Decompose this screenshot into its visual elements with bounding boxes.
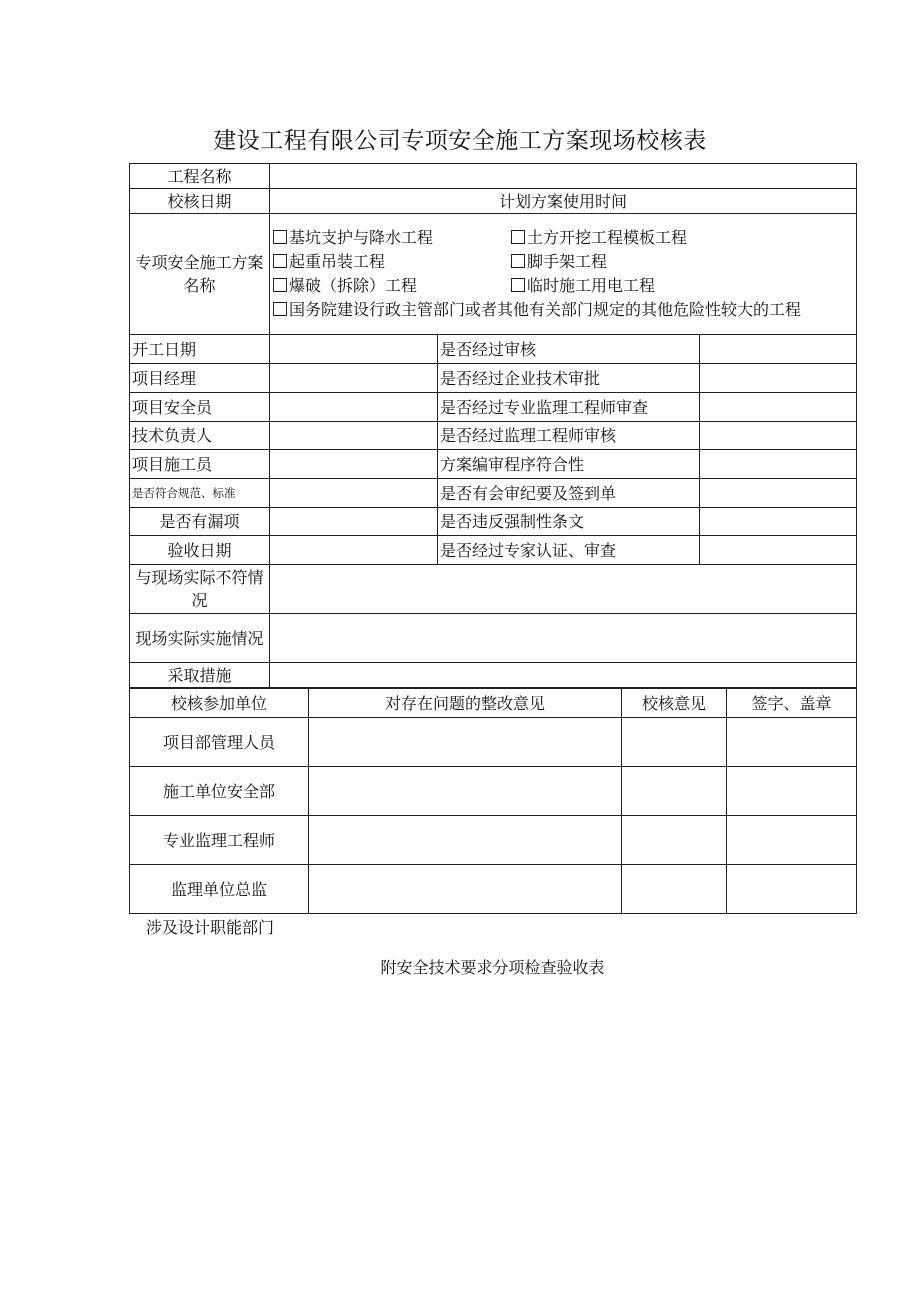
omissions-field[interactable] — [270, 508, 438, 536]
signature-cell[interactable] — [727, 767, 857, 816]
meeting-minutes-label: 是否有会审纪要及签到单 — [438, 479, 700, 508]
tech-lead-field[interactable] — [270, 422, 438, 450]
omissions-label: 是否有漏项 — [130, 508, 270, 536]
plan-option-5-label: 爆破（拆除）工程 — [289, 276, 418, 295]
procedure-compliance-field[interactable] — [700, 450, 857, 479]
plan-option-3-label: 起重吊装工程 — [289, 252, 386, 271]
site-implementation-field[interactable] — [270, 614, 857, 663]
opinion-cell[interactable] — [622, 816, 727, 865]
signature-cell[interactable] — [727, 816, 857, 865]
plan-name-label: 专项安全施工方案名称 — [130, 214, 270, 335]
reviewed-label: 是否经过审核 — [438, 335, 700, 364]
supervisor-review-field[interactable] — [700, 393, 857, 422]
header-unit: 校核参加单位 — [130, 689, 309, 718]
rectification-cell[interactable] — [309, 816, 622, 865]
checkbox-icon — [511, 230, 525, 244]
plan-option-7[interactable] — [273, 298, 853, 322]
supervisor-check-field[interactable] — [700, 422, 857, 450]
unit-row-label: 项目部管理人员 — [130, 718, 309, 767]
plan-option-2[interactable] — [511, 226, 687, 250]
plan-options — [270, 214, 857, 335]
plan-option-4[interactable] — [511, 250, 607, 274]
project-name-field[interactable] — [270, 164, 857, 189]
opinion-cell[interactable] — [622, 865, 727, 914]
plan-options-row-2 — [273, 250, 853, 274]
plan-use-time-label: 计划方案使用时间 — [270, 189, 857, 214]
rectification-cell[interactable] — [309, 767, 622, 816]
site-implementation-label: 现场实际实施情况 — [130, 614, 270, 663]
unit-row-label: 施工单位安全部 — [130, 767, 309, 816]
signature-cell[interactable] — [727, 865, 857, 914]
plan-option-4-label: 脚手架工程 — [527, 252, 608, 271]
header-opinion: 校核意见 — [622, 689, 727, 718]
safety-officer-label: 项目安全员 — [130, 393, 270, 422]
plan-option-6-label: 临时施工用电工程 — [527, 276, 656, 295]
design-department-note: 涉及设计职能部门 — [146, 918, 275, 937]
mandatory-violation-field[interactable] — [700, 508, 857, 536]
plan-option-1[interactable] — [273, 226, 511, 250]
page-title: 建设工程有限公司专项安全施工方案现场校核表 — [213, 128, 707, 154]
rectification-cell[interactable] — [309, 865, 622, 914]
plan-option-6[interactable] — [511, 274, 655, 298]
supervisor-review-label: 是否经过专业监理工程师审查 — [438, 393, 700, 422]
safety-officer-field[interactable] — [270, 393, 438, 422]
checkbox-icon — [273, 230, 287, 244]
meeting-minutes-field[interactable] — [700, 479, 857, 508]
constructor-label: 项目施工员 — [130, 450, 270, 479]
unit-row-label: 监理单位总监 — [130, 865, 309, 914]
header-rectification: 对存在问题的整改意见 — [309, 689, 622, 718]
plan-options-row-3 — [273, 274, 853, 298]
measures-field[interactable] — [270, 663, 857, 688]
checkbox-icon — [273, 254, 287, 268]
checkbox-icon — [273, 278, 287, 292]
site-mismatch-label: 与现场实际不符情况 — [130, 565, 270, 614]
plan-option-5[interactable] — [273, 274, 511, 298]
supervisor-check-label: 是否经过监理工程师审核 — [438, 422, 700, 450]
project-manager-label: 项目经理 — [130, 364, 270, 393]
acceptance-date-label: 验收日期 — [130, 536, 270, 565]
start-date-field[interactable] — [270, 335, 438, 364]
plan-option-3[interactable] — [273, 250, 511, 274]
check-date-label: 校核日期 — [130, 189, 270, 214]
project-name-label: 工程名称 — [130, 164, 270, 189]
standards-compliance-field[interactable] — [270, 479, 438, 508]
site-mismatch-field[interactable] — [270, 565, 857, 614]
procedure-compliance-label: 方案编审程序符合性 — [438, 450, 700, 479]
tech-approval-label: 是否经过企业技术审批 — [438, 364, 700, 393]
mandatory-violation-label: 是否违反强制性条文 — [438, 508, 700, 536]
acceptance-date-field[interactable] — [270, 536, 438, 565]
plan-option-2-label: 土方开挖工程模板工程 — [527, 228, 688, 247]
rectification-cell[interactable] — [309, 718, 622, 767]
tech-lead-label: 技术负责人 — [130, 422, 270, 450]
checkbox-icon — [511, 278, 525, 292]
opinion-cell[interactable] — [622, 718, 727, 767]
opinion-cell[interactable] — [622, 767, 727, 816]
plan-option-1-label: 基坑支护与降水工程 — [289, 228, 434, 247]
project-manager-field[interactable] — [270, 364, 438, 393]
measures-label: 采取措施 — [130, 663, 270, 688]
unit-row-label: 专业监理工程师 — [130, 816, 309, 865]
header-signature: 签字、盖章 — [727, 689, 857, 718]
appendix-note: 附安全技术要求分项检查验收表 — [380, 958, 605, 977]
checkbox-icon — [511, 254, 525, 268]
tech-approval-field[interactable] — [700, 364, 857, 393]
main-form-table — [129, 163, 857, 688]
signature-cell[interactable] — [727, 718, 857, 767]
expert-review-field[interactable] — [700, 536, 857, 565]
checkbox-icon — [273, 302, 287, 316]
start-date-label: 开工日期 — [130, 335, 270, 364]
standards-compliance-label: 是否符合规范、标准 — [130, 479, 270, 508]
reviewed-field[interactable] — [700, 335, 857, 364]
constructor-field[interactable] — [270, 450, 438, 479]
plan-option-7-label: 国务院建设行政主管部门或者其他有关部门规定的其他危险性较大的工程 — [289, 300, 802, 319]
review-units-table — [129, 688, 857, 914]
expert-review-label: 是否经过专家认证、审查 — [438, 536, 700, 565]
plan-options-row-1 — [273, 226, 853, 250]
